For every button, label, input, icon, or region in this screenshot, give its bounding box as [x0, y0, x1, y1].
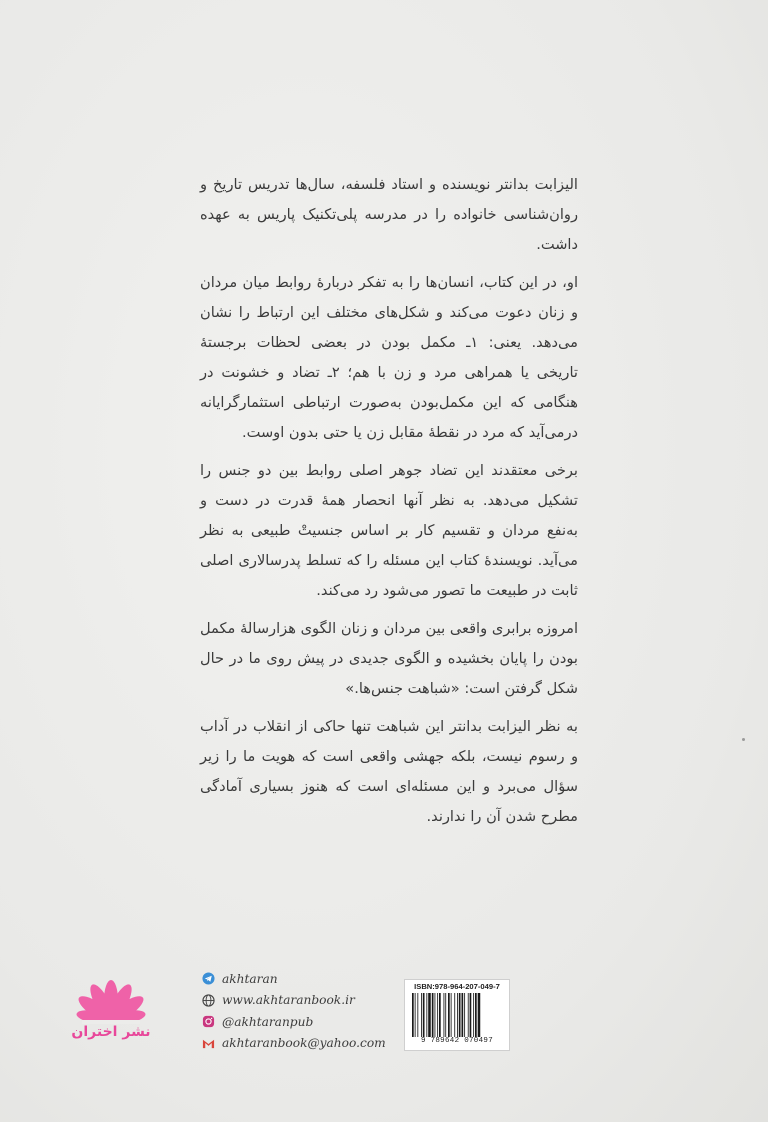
- barcode-stripe: [437, 993, 438, 1037]
- barcode-stripe: [426, 993, 427, 1037]
- barcode-stripe: [462, 993, 464, 1037]
- blurb: [200, 170, 578, 840]
- barcode-digits: 9 789642 070497: [420, 1037, 493, 1045]
- barcode-stripe: [464, 993, 465, 1037]
- instagram-icon: [202, 1015, 215, 1028]
- blurb-paragraph-1: الیزابت بدانتر نویسنده و استاد فلسفه، سال‌ها تدریس تاریخ و روان‌شناسی خانواده را در مدرسه پلی‌تکنیک پاریس به عهده داشت.: [200, 176, 578, 253]
- barcode-stripe: [475, 993, 477, 1037]
- barcode-stripe: [445, 993, 446, 1037]
- blurb-paragraph-3: برخی معتقدند این تضاد جوهر اصلی روابط بین دو جنس را تشکیل می‌دهد. به نظر آنها انحصار همهٔ قدرت در دست و به‌نفع مردان و تقسیم کار بر اساس جنسیتْ طبیعی به نظر می‌آید. نویسندهٔ کتاب این مسئله را که تسلط پدرسالاری اصلی ثابت در طبیعت ما تصور می‌شود رد می‌کند.: [200, 462, 578, 599]
- barcode-stripe: [439, 993, 441, 1037]
- barcode-stripe: [423, 993, 425, 1037]
- barcode-stripe: [432, 993, 434, 1037]
- blurb-paragraph-4: امروزه برابری واقعی بین مردان و زنان الگوی هزارسالهٔ مکمل بودن را پایان بخشیده و الگوی جدیدی در پیش روی ما در حال شکل گرفتن است: «شباهت جنس‌ها.»: [200, 620, 578, 697]
- barcode-stripe: [468, 993, 469, 1037]
- barcode-stripe: [454, 993, 455, 1037]
- isbn-barcode: [404, 979, 510, 1051]
- instagram-handle: @akhtaranpub: [222, 1014, 314, 1029]
- website-url: www.akhtaranbook.ir: [222, 993, 355, 1008]
- barcode-stripe: [478, 993, 481, 1037]
- speck: [742, 738, 745, 741]
- barcode-stripe: [421, 993, 422, 1037]
- barcode-stripe: [448, 993, 450, 1037]
- barcode-stripe: [444, 993, 445, 1037]
- mail-icon: [202, 1037, 215, 1050]
- barcode-stripe: [435, 993, 436, 1037]
- telegram-icon: [202, 972, 215, 985]
- barcode-stripe: [412, 993, 414, 1037]
- barcode-stripe: [428, 993, 431, 1037]
- email-address: akhtaranbook@yahoo.com: [222, 1036, 386, 1051]
- barcode-stripe: [473, 993, 474, 1037]
- isbn-number: ISBN:978-964-207-049-7: [414, 982, 500, 991]
- telegram-contact[interactable]: [202, 968, 422, 990]
- barcode-stripe: [417, 993, 418, 1037]
- barcode-bars: [411, 993, 503, 1037]
- blurb-paragraph-2: او، در این کتاب، انسان‌ها را به تفکر دربارهٔ روابط میان مردان و زنان دعوت می‌کند و شکل‌های مختلف این ارتباط را نشان می‌دهد. یعنی: ۱ـ مکمل بودن در بعضی لحظات برجستهٔ تاریخی یا همراهی مرد و زن با هم؛ ۲ـ تضاد و خشونت در هنگامی که این مکمل‌بودن به‌صورت ارتباطی استثمارگرایانه درمی‌آید که مرد در نقطهٔ مقابل زن یا حتی بدون اوست.: [200, 274, 578, 441]
- globe-icon: [202, 994, 215, 1007]
- publisher-name: نشر اختران: [71, 1024, 151, 1040]
- telegram-handle: akhtaran: [222, 971, 278, 986]
- barcode-stripe: [457, 993, 458, 1037]
- blurb-paragraph-5: به نظر الیزابت بدانتر این شباهت تنها حاکی از انقلاب در آداب و رسوم نیست، بلکه جهشی واقعی است که هویت ما را زیر سؤال می‌برد و این مسئله‌ای است که هنوز بسیاری آمادگی مطرح شدن آن را ندارند.: [200, 718, 578, 825]
- instagram-contact[interactable]: [202, 1011, 422, 1033]
- website-contact[interactable]: [202, 990, 422, 1012]
- barcode-stripe: [470, 993, 472, 1037]
- barcode-stripe: [451, 993, 452, 1037]
- barcode-stripe: [415, 993, 416, 1037]
- contact-list: [202, 968, 422, 1054]
- barcode-stripe: [459, 993, 461, 1037]
- email-contact[interactable]: [202, 1033, 422, 1055]
